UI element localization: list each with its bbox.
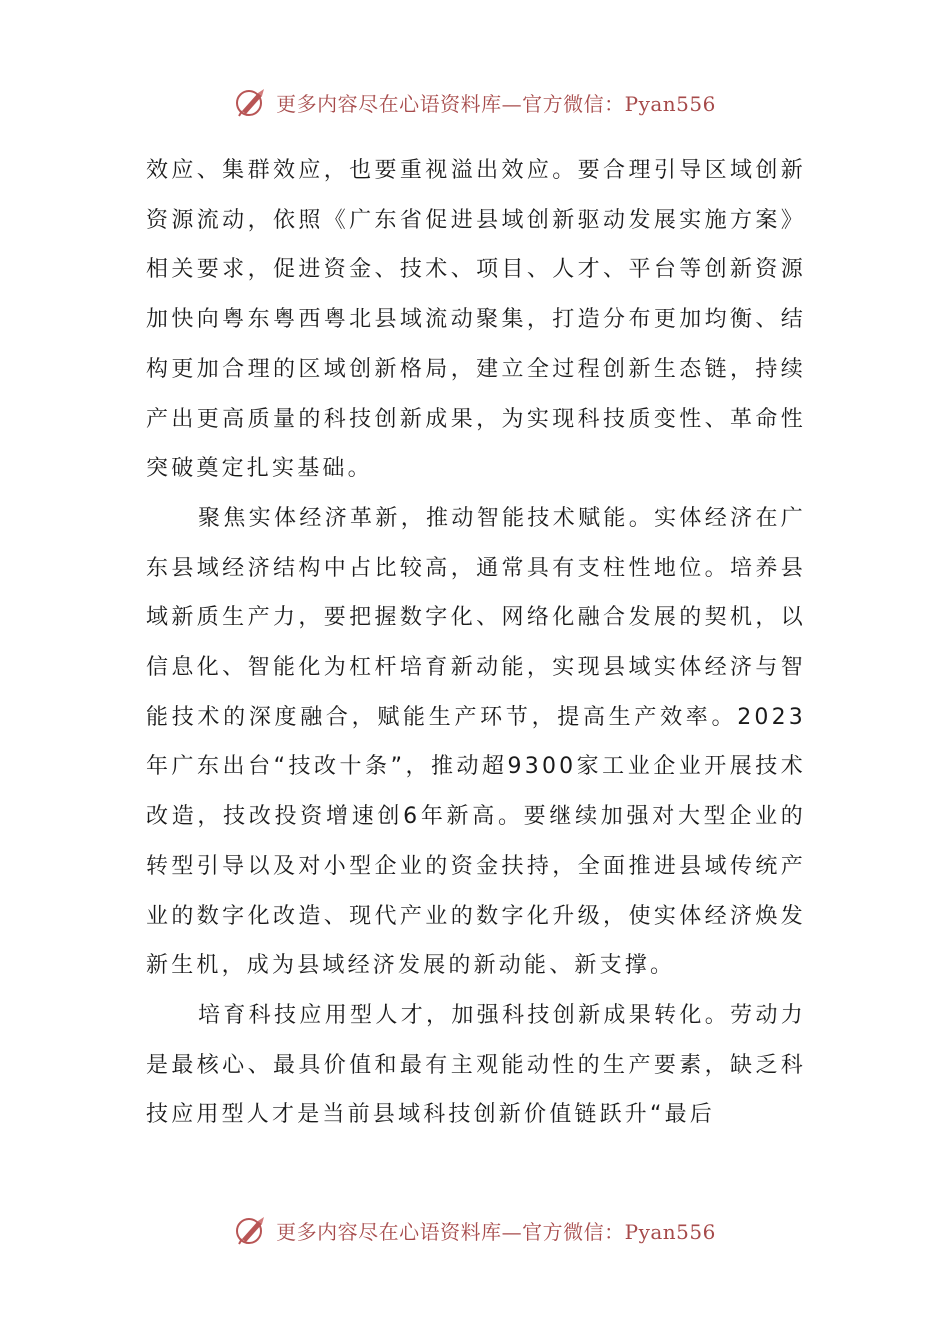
paragraph-1: 效应、集群效应，也要重视溢出效应。要合理引导区域创新资源流动，依照《广东省促进县域创新驱动发展实施方案》相关要求，促进资金、技术、项目、人才、平台等创新资源加快向粤东粤西粤北县域流动聚集，打造分布更加均衡、结构更加合理的区域创新格局，建立全过程创新生态链，持续产出更高质量的科技创新成果，为实现科技质变性、革命性突破奠定扎实基础。 <box>146 158 806 482</box>
header-watermark-text: 更多内容尽在心语资料库—官方微信：Pyan556 <box>276 91 716 116</box>
document-body <box>146 146 806 1140</box>
footer-watermark-text: 更多内容尽在心语资料库—官方微信：Pyan556 <box>276 1219 716 1244</box>
pen-nib-logo-icon <box>234 85 268 119</box>
footer-watermark <box>0 1210 950 1250</box>
paragraph-3: 培育科技应用型人才，加强科技创新成果转化。劳动力是最核心、最具价值和最有主观能动性的生产要素，缺乏科技应用型人才是当前县域科技创新价值链跃升“最后 <box>146 1002 806 1128</box>
header-watermark <box>0 82 950 122</box>
pen-nib-logo-icon <box>234 1213 268 1247</box>
paragraph-2: 聚焦实体经济革新，推动智能技术赋能。实体经济在广东县域经济结构中占比较高，通常具有支柱性地位。培养县域新质生产力，要把握数字化、网络化融合发展的契机，以信息化、智能化为杠杆培育新动能，实现县域实体经济与智能技术的深度融合，赋能生产环节，提高生产效率。2023年广东出台“技改十条”，推动超9300家工业企业开展技术改造，技改投资增速创6年新高。要继续加强对大型企业的转型引导以及对小型企业的资金扶持，全面推进县域传统产业的数字化改造、现代产业的数字化升级，使实体经济焕发新生机，成为县域经济发展的新动能、新支撑。 <box>146 505 806 979</box>
